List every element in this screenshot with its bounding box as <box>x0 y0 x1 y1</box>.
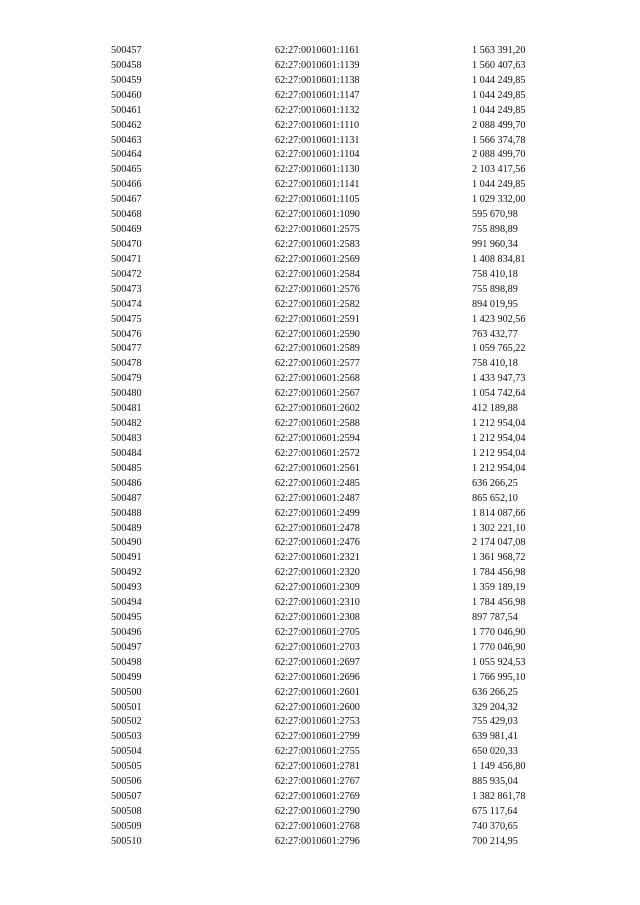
cadastral-number-cell: 62:27:0010601:2499 <box>275 507 360 519</box>
cadastral-value-cell: 1 029 332,00 <box>472 194 526 206</box>
cadastral-number-cell: 62:27:0010601:2568 <box>275 373 360 385</box>
cadastral-value-cell: 894 019,95 <box>472 298 518 310</box>
table-row <box>111 268 582 283</box>
row-number-cell: 500491 <box>111 552 142 564</box>
row-number-cell: 500463 <box>111 134 142 146</box>
table-row <box>111 835 582 850</box>
table-row <box>111 328 582 343</box>
cadastral-value-cell: 1 814 087,66 <box>472 507 526 519</box>
table-row <box>111 596 582 611</box>
row-number-cell: 500503 <box>111 731 142 743</box>
row-number-cell: 500509 <box>111 820 142 832</box>
cadastral-number-cell: 62:27:0010601:2576 <box>275 283 360 295</box>
row-number-cell: 500499 <box>111 671 142 683</box>
cadastral-number-cell: 62:27:0010601:2697 <box>275 656 360 668</box>
table-row <box>111 104 582 119</box>
table-row <box>111 253 582 268</box>
cadastral-value-cell: 1 359 189,19 <box>472 582 526 594</box>
cadastral-value-cell: 1 212 954,04 <box>472 432 526 444</box>
row-number-cell: 500500 <box>111 686 142 698</box>
row-number-cell: 500492 <box>111 567 142 579</box>
cadastral-number-cell: 62:27:0010601:2790 <box>275 806 360 818</box>
row-number-cell: 500476 <box>111 328 142 340</box>
row-number-cell: 500506 <box>111 776 142 788</box>
row-number-cell: 500467 <box>111 194 142 206</box>
cadastral-number-cell: 62:27:0010601:2476 <box>275 537 360 549</box>
cadastral-number-cell: 62:27:0010601:2309 <box>275 582 360 594</box>
cadastral-number-cell: 62:27:0010601:1132 <box>275 104 360 116</box>
table-row <box>111 671 582 686</box>
row-number-cell: 500508 <box>111 806 142 818</box>
cadastral-value-cell: 2 088 499,70 <box>472 149 526 161</box>
table-row <box>111 387 582 402</box>
cadastral-value-cell: 675 117,64 <box>472 806 518 818</box>
cadastral-number-cell: 62:27:0010601:2561 <box>275 462 360 474</box>
table-body <box>111 44 582 850</box>
cadastral-value-cell: 1 212 954,04 <box>472 418 526 430</box>
cadastral-value-cell: 1 055 924,53 <box>472 656 526 668</box>
cadastral-number-cell: 62:27:0010601:2577 <box>275 358 360 370</box>
cadastral-value-cell: 755 898,89 <box>472 283 518 295</box>
cadastral-value-cell: 1 361 968,72 <box>472 552 526 564</box>
cadastral-number-cell: 62:27:0010601:2768 <box>275 820 360 832</box>
cadastral-number-cell: 62:27:0010601:1141 <box>275 179 360 191</box>
cadastral-value-cell: 1 560 407,63 <box>472 59 526 71</box>
cadastral-value-cell: 755 898,89 <box>472 224 518 236</box>
table-row <box>111 775 582 790</box>
cadastral-number-cell: 62:27:0010601:1090 <box>275 209 360 221</box>
table-row <box>111 507 582 522</box>
row-number-cell: 500468 <box>111 209 142 221</box>
cadastral-value-cell: 636 266,25 <box>472 477 518 489</box>
table-row <box>111 134 582 149</box>
cadastral-value-cell: 1 044 249,85 <box>472 104 526 116</box>
row-number-cell: 500496 <box>111 626 142 638</box>
cadastral-value-cell: 885 935,04 <box>472 776 518 788</box>
row-number-cell: 500510 <box>111 835 142 847</box>
cadastral-number-cell: 62:27:0010601:2703 <box>275 641 360 653</box>
cadastral-value-cell: 1 408 834,81 <box>472 253 526 265</box>
cadastral-number-cell: 62:27:0010601:2696 <box>275 671 360 683</box>
cadastral-number-cell: 62:27:0010601:2591 <box>275 313 360 325</box>
table-row <box>111 611 582 626</box>
cadastral-value-cell: 1 212 954,04 <box>472 462 526 474</box>
cadastral-value-cell: 1 149 456,80 <box>472 761 526 773</box>
cadastral-value-cell: 650 020,33 <box>472 746 518 758</box>
row-number-cell: 500501 <box>111 701 142 713</box>
row-number-cell: 500483 <box>111 432 142 444</box>
cadastral-number-cell: 62:27:0010601:2485 <box>275 477 360 489</box>
table-row <box>111 492 582 507</box>
cadastral-value-cell: 2 174 047,08 <box>472 537 526 549</box>
table-row <box>111 760 582 775</box>
cadastral-number-cell: 62:27:0010601:2755 <box>275 746 360 758</box>
cadastral-number-cell: 62:27:0010601:1105 <box>275 194 360 206</box>
cadastral-value-cell: 763 432,77 <box>472 328 518 340</box>
row-number-cell: 500495 <box>111 612 142 624</box>
table-row <box>111 536 582 551</box>
cadastral-number-cell: 62:27:0010601:2767 <box>275 776 360 788</box>
cadastral-value-cell: 636 266,25 <box>472 686 518 698</box>
cadastral-value-cell: 1 563 391,20 <box>472 45 526 56</box>
cadastral-number-cell: 62:27:0010601:1130 <box>275 164 360 176</box>
table-row <box>111 641 582 656</box>
table-row <box>111 820 582 835</box>
table-row <box>111 701 582 716</box>
cadastral-value-cell: 700 214,95 <box>472 835 518 847</box>
row-number-cell: 500479 <box>111 373 142 385</box>
table-row <box>111 44 582 59</box>
cadastral-number-cell: 62:27:0010601:2590 <box>275 328 360 340</box>
table-row <box>111 357 582 372</box>
row-number-cell: 500472 <box>111 268 142 280</box>
cadastral-number-cell: 62:27:0010601:1147 <box>275 89 360 101</box>
table-row <box>111 790 582 805</box>
table-row <box>111 581 582 596</box>
row-number-cell: 500471 <box>111 253 142 265</box>
cadastral-number-cell: 62:27:0010601:2594 <box>275 432 360 444</box>
cadastral-value-cell: 897 787,54 <box>472 612 518 624</box>
row-number-cell: 500490 <box>111 537 142 549</box>
cadastral-number-cell: 62:27:0010601:2600 <box>275 701 360 713</box>
row-number-cell: 500502 <box>111 716 142 728</box>
table-row <box>111 372 582 387</box>
cadastral-value-cell: 1 044 249,85 <box>472 179 526 191</box>
table-row <box>111 74 582 89</box>
table-row <box>111 522 582 537</box>
cadastral-value-cell: 2 088 499,70 <box>472 119 526 131</box>
table-row <box>111 462 582 477</box>
cadastral-value-cell: 1 766 995,10 <box>472 671 526 683</box>
table-row <box>111 626 582 641</box>
cadastral-value-cell: 1 423 902,56 <box>472 313 526 325</box>
row-number-cell: 500485 <box>111 462 142 474</box>
row-number-cell: 500498 <box>111 656 142 668</box>
table-row <box>111 432 582 447</box>
table-row <box>111 417 582 432</box>
cadastral-value-cell: 412 189,88 <box>472 403 518 415</box>
cadastral-number-cell: 62:27:0010601:2583 <box>275 238 360 250</box>
table-row <box>111 208 582 223</box>
cadastral-number-cell: 62:27:0010601:2575 <box>275 224 360 236</box>
cadastral-value-cell: 1 566 374,78 <box>472 134 526 146</box>
cadastral-value-cell: 1 054 742,64 <box>472 388 526 400</box>
cadastral-number-cell: 62:27:0010601:2796 <box>275 835 360 847</box>
cadastral-number-cell: 62:27:0010601:2569 <box>275 253 360 265</box>
cadastral-number-cell: 62:27:0010601:2705 <box>275 626 360 638</box>
table-row <box>111 238 582 253</box>
cadastral-number-cell: 62:27:0010601:2601 <box>275 686 360 698</box>
table-row <box>111 223 582 238</box>
cadastral-value-cell: 1 212 954,04 <box>472 447 526 459</box>
table-row <box>111 193 582 208</box>
cadastral-value-cell: 595 670,98 <box>472 209 518 221</box>
cadastral-number-cell: 62:27:0010601:1110 <box>275 119 360 131</box>
table-row <box>111 656 582 671</box>
cadastral-number-cell: 62:27:0010601:1161 <box>275 45 360 56</box>
table-row <box>111 178 582 193</box>
row-number-cell: 500474 <box>111 298 142 310</box>
table-row <box>111 313 582 328</box>
cadastral-number-cell: 62:27:0010601:2781 <box>275 761 360 773</box>
cadastral-value-cell: 1 784 456,98 <box>472 597 526 609</box>
cadastral-number-cell: 62:27:0010601:2478 <box>275 522 360 534</box>
row-number-cell: 500469 <box>111 224 142 236</box>
table-row <box>111 59 582 74</box>
cadastral-number-cell: 62:27:0010601:1138 <box>275 74 360 86</box>
table-row <box>111 477 582 492</box>
row-number-cell: 500477 <box>111 343 142 355</box>
cadastral-number-cell: 62:27:0010601:2572 <box>275 447 360 459</box>
row-number-cell: 500458 <box>111 59 142 71</box>
row-number-cell: 500460 <box>111 89 142 101</box>
table-row <box>111 805 582 820</box>
cadastral-value-cell: 1 302 221,10 <box>472 522 526 534</box>
cadastral-number-cell: 62:27:0010601:1104 <box>275 149 360 161</box>
table-row <box>111 686 582 701</box>
row-number-cell: 500481 <box>111 403 142 415</box>
row-number-cell: 500464 <box>111 149 142 161</box>
table-row <box>111 447 582 462</box>
table-row <box>111 342 582 357</box>
table-row <box>111 298 582 313</box>
cadastral-value-cell: 639 981,41 <box>472 731 518 743</box>
row-number-cell: 500486 <box>111 477 142 489</box>
row-number-cell: 500507 <box>111 791 142 803</box>
row-number-cell: 500504 <box>111 746 142 758</box>
cadastral-number-cell: 62:27:0010601:1131 <box>275 134 360 146</box>
cadastral-number-cell: 62:27:0010601:2487 <box>275 492 360 504</box>
row-number-cell: 500497 <box>111 641 142 653</box>
table-row <box>111 551 582 566</box>
row-number-cell: 500484 <box>111 447 142 459</box>
row-number-cell: 500473 <box>111 283 142 295</box>
cadastral-value-cell: 991 960,34 <box>472 238 518 250</box>
cadastral-number-cell: 62:27:0010601:2567 <box>275 388 360 400</box>
cadastral-number-cell: 62:27:0010601:2321 <box>275 552 360 564</box>
cadastral-value-cell: 1 044 249,85 <box>472 74 526 86</box>
row-number-cell: 500465 <box>111 164 142 176</box>
cadastral-number-cell: 62:27:0010601:2308 <box>275 612 360 624</box>
cadastral-value-cell: 2 103 417,56 <box>472 164 526 176</box>
table-row <box>111 163 582 178</box>
table-row <box>111 89 582 104</box>
row-number-cell: 500466 <box>111 179 142 191</box>
cadastral-value-cell: 329 204,32 <box>472 701 518 713</box>
cadastral-value-cell: 740 370,65 <box>472 820 518 832</box>
cadastral-number-cell: 62:27:0010601:2588 <box>275 418 360 430</box>
row-number-cell: 500487 <box>111 492 142 504</box>
cadastral-number-cell: 62:27:0010601:2584 <box>275 268 360 280</box>
cadastral-value-cell: 865 652,10 <box>472 492 518 504</box>
table-row <box>111 745 582 760</box>
row-number-cell: 500505 <box>111 761 142 773</box>
row-number-cell: 500457 <box>111 45 142 56</box>
cadastral-value-cell: 758 410,18 <box>472 358 518 370</box>
row-number-cell: 500470 <box>111 238 142 250</box>
row-number-cell: 500488 <box>111 507 142 519</box>
table-row <box>111 566 582 581</box>
table-row <box>111 402 582 417</box>
row-number-cell: 500480 <box>111 388 142 400</box>
cadastral-number-cell: 62:27:0010601:2582 <box>275 298 360 310</box>
table-row <box>111 715 582 730</box>
row-number-cell: 500482 <box>111 418 142 430</box>
table-row <box>111 283 582 298</box>
table-row <box>111 148 582 163</box>
cadastral-value-cell: 755 429,03 <box>472 716 518 728</box>
cadastral-number-cell: 62:27:0010601:2753 <box>275 716 360 728</box>
row-number-cell: 500461 <box>111 104 142 116</box>
cadastral-value-cell: 1 770 046,90 <box>472 626 526 638</box>
cadastral-number-cell: 62:27:0010601:2799 <box>275 731 360 743</box>
row-number-cell: 500459 <box>111 74 142 86</box>
cadastral-value-cell: 1 382 861,78 <box>472 791 526 803</box>
row-number-cell: 500462 <box>111 119 142 131</box>
row-number-cell: 500475 <box>111 313 142 325</box>
cadastral-number-cell: 62:27:0010601:2602 <box>275 403 360 415</box>
table-row <box>111 119 582 134</box>
cadastral-value-cell: 1 044 249,85 <box>472 89 526 101</box>
cadastral-value-cell: 1 433 947,73 <box>472 373 526 385</box>
cadastral-value-cell: 1 770 046,90 <box>472 641 526 653</box>
row-number-cell: 500493 <box>111 582 142 594</box>
row-number-cell: 500489 <box>111 522 142 534</box>
cadastral-number-cell: 62:27:0010601:1139 <box>275 59 360 71</box>
cadastral-number-cell: 62:27:0010601:2310 <box>275 597 360 609</box>
cadastral-value-table <box>111 44 582 850</box>
cadastral-value-cell: 758 410,18 <box>472 268 518 280</box>
table-row <box>111 730 582 745</box>
row-number-cell: 500494 <box>111 597 142 609</box>
cadastral-value-cell: 1 059 765,22 <box>472 343 526 355</box>
cadastral-value-cell: 1 784 456,98 <box>472 567 526 579</box>
cadastral-number-cell: 62:27:0010601:2769 <box>275 791 360 803</box>
cadastral-number-cell: 62:27:0010601:2320 <box>275 567 360 579</box>
row-number-cell: 500478 <box>111 358 142 370</box>
cadastral-number-cell: 62:27:0010601:2589 <box>275 343 360 355</box>
